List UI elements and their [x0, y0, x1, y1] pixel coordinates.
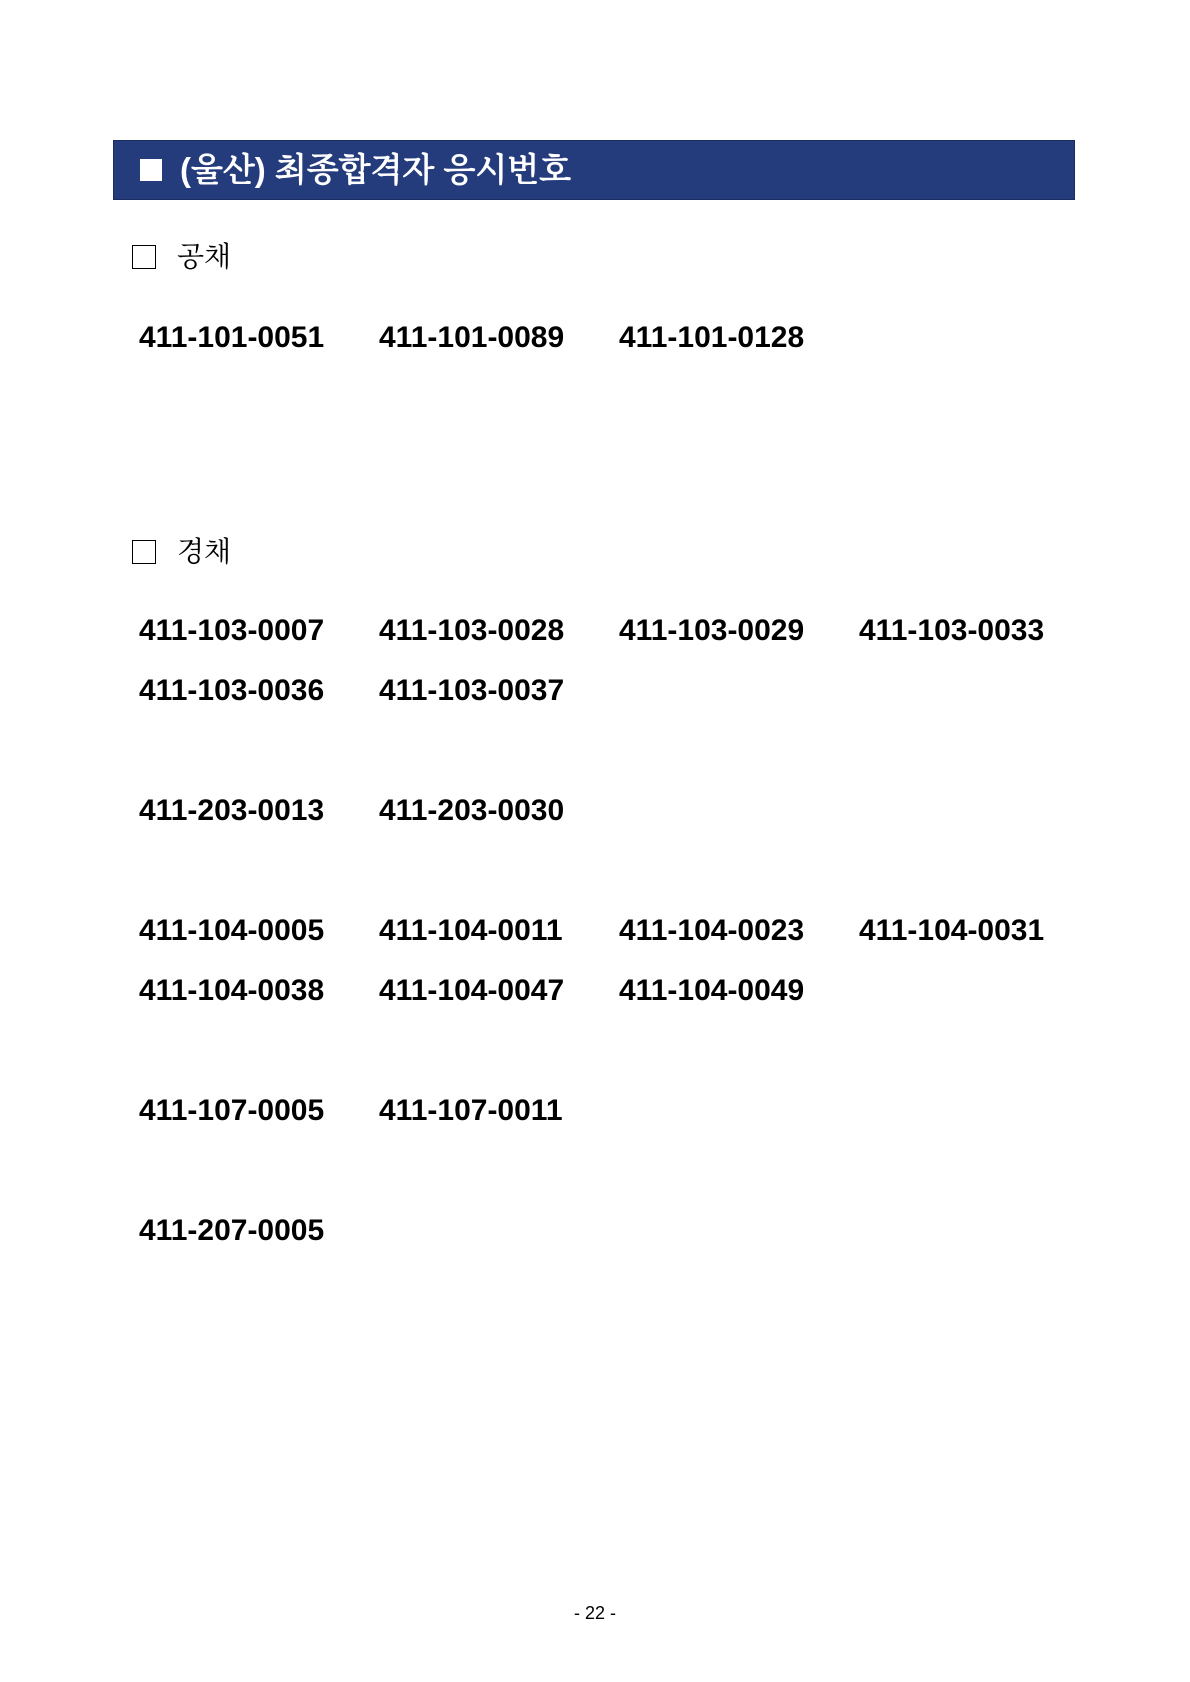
exam-number: 411-104-0005 [139, 914, 325, 947]
number-group [139, 781, 1099, 841]
exam-number: 411-103-0033 [859, 614, 1045, 647]
exam-number: 411-203-0030 [379, 794, 565, 827]
checkbox-empty-icon [132, 245, 156, 269]
exam-number: 411-101-0128 [619, 321, 805, 354]
exam-number: 411-103-0037 [379, 674, 565, 707]
square-bullet-icon [140, 159, 162, 181]
number-group [139, 1081, 1099, 1141]
checkbox-empty-icon [132, 540, 156, 564]
exam-number: 411-103-0028 [379, 614, 565, 647]
exam-number: 411-103-0007 [139, 614, 325, 647]
exam-number: 411-104-0023 [619, 914, 805, 947]
exam-number: 411-101-0051 [139, 321, 325, 354]
section-open-recruitment-label [132, 241, 231, 273]
section-career-recruitment-numbers [139, 601, 1099, 1261]
number-group [139, 601, 1099, 721]
exam-number: 411-104-0011 [379, 914, 563, 947]
section-label: 경채 [177, 536, 232, 567]
exam-number: 411-104-0047 [379, 974, 565, 1007]
exam-number: 411-103-0029 [619, 614, 805, 647]
exam-number: 411-103-0036 [139, 674, 325, 707]
exam-number: 411-207-0005 [139, 1214, 325, 1247]
page-number: - 22 - [573, 1603, 616, 1623]
number-group [139, 1201, 1099, 1261]
exam-number: 411-104-0049 [619, 974, 805, 1007]
section-header-bar [113, 140, 1075, 200]
exam-number: 411-203-0013 [139, 794, 325, 827]
exam-number: 411-107-0011 [379, 1094, 563, 1127]
section-open-recruitment-numbers [139, 308, 1099, 368]
number-group [139, 901, 1099, 1021]
section-label: 공채 [177, 241, 232, 272]
exam-number: 411-104-0031 [859, 914, 1045, 947]
section-career-recruitment-label [132, 536, 231, 568]
exam-number: 411-101-0089 [379, 321, 565, 354]
number-group [139, 308, 1099, 368]
exam-number: 411-107-0005 [139, 1094, 325, 1127]
exam-number: 411-104-0038 [139, 974, 325, 1007]
page-title: (울산) 최종합격자 응시번호 [180, 151, 571, 188]
